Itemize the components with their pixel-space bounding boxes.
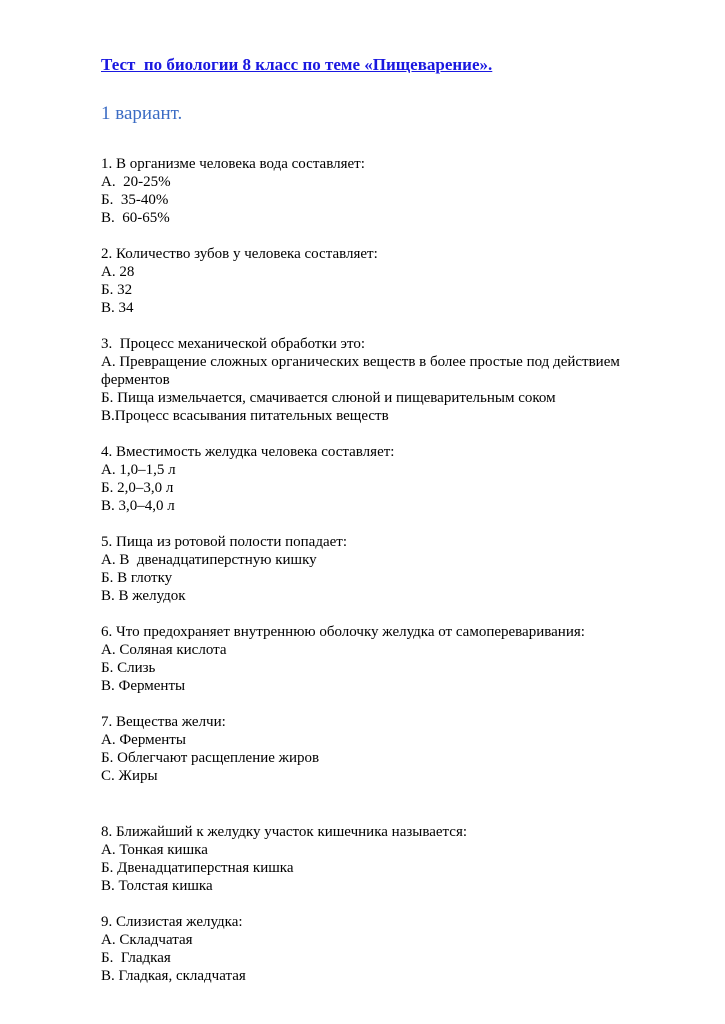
question-option-v: В. Толстая кишка	[101, 878, 213, 894]
question-option-b: Б. Двенадцатиперстная кишка	[101, 860, 294, 876]
question-option-b: Б. 2,0–3,0 л	[101, 480, 174, 496]
question-block-3	[101, 335, 623, 425]
question-text: 4. Вместимость желудка человека составляет:	[101, 444, 395, 460]
question-option-a: А. Соляная кислота	[101, 642, 227, 658]
question-option-b: Б. Облегчают расщепление жиров	[101, 750, 320, 766]
question-option-a: А. Складчатая	[101, 932, 193, 948]
question-text: 6. Что предохраняет внутреннюю оболочку желудка от самопереваривания:	[101, 624, 585, 640]
question-option-b: Б. Гладкая	[101, 950, 171, 966]
question-block-7	[101, 713, 623, 785]
question-block-6	[101, 623, 623, 695]
document-title: Тест по биологии 8 класс по теме «Пищеварение».	[101, 55, 493, 74]
question-text: 8. Ближайший к желудку участок кишечника называется:	[101, 824, 468, 840]
question-option-v: В.Процесс всасывания питательных веществ	[101, 408, 389, 424]
question-option-a: А. 1,0–1,5 л	[101, 462, 176, 478]
question-option-v: В. Ферменты	[101, 678, 186, 694]
question-option-c: С. Жиры	[101, 768, 158, 784]
question-option-a: А. 28	[101, 264, 135, 280]
question-option-v: В. Гладкая, складчатая	[101, 968, 246, 984]
question-option-a: А. 20-25%	[101, 174, 171, 190]
question-option-b: Б. 32	[101, 282, 133, 298]
question-option-b: Б. В глотку	[101, 570, 173, 586]
question-option-v: В. 34	[101, 300, 134, 316]
question-option-v: В. 60-65%	[101, 210, 170, 226]
question-text: 5. Пища из ротовой полости попадает:	[101, 534, 347, 550]
question-option-a: А. Превращение сложных органических веществ в более простые под действием ферментов	[101, 354, 624, 388]
question-block-9	[101, 913, 623, 985]
question-text: 9. Слизистая желудка:	[101, 914, 243, 930]
question-block-1	[101, 155, 623, 227]
question-text: 1. В организме человека вода составляет:	[101, 156, 365, 172]
question-option-a: А. В двенадцатиперстную кишку	[101, 552, 317, 568]
question-text: 2. Количество зубов у человека составляет:	[101, 246, 378, 262]
question-option-a: А. Тонкая кишка	[101, 842, 208, 858]
question-option-v: В. В желудок	[101, 588, 186, 604]
question-option-a: А. Ферменты	[101, 732, 186, 748]
question-text: 3. Процесс механической обработки это:	[101, 336, 366, 352]
question-text: 7. Вещества желчи:	[101, 714, 226, 730]
question-block-4	[101, 443, 623, 515]
question-option-b: Б. Слизь	[101, 660, 156, 676]
question-block-8	[101, 823, 623, 895]
question-option-b: Б. Пища измельчается, смачивается слюной и пищеварительным соком	[101, 390, 556, 406]
question-block-5	[101, 533, 623, 605]
question-block-2	[101, 245, 623, 317]
question-option-b: Б. 35-40%	[101, 192, 169, 208]
question-option-v: В. 3,0–4,0 л	[101, 498, 175, 514]
variant-heading: 1 вариант.	[101, 103, 183, 124]
